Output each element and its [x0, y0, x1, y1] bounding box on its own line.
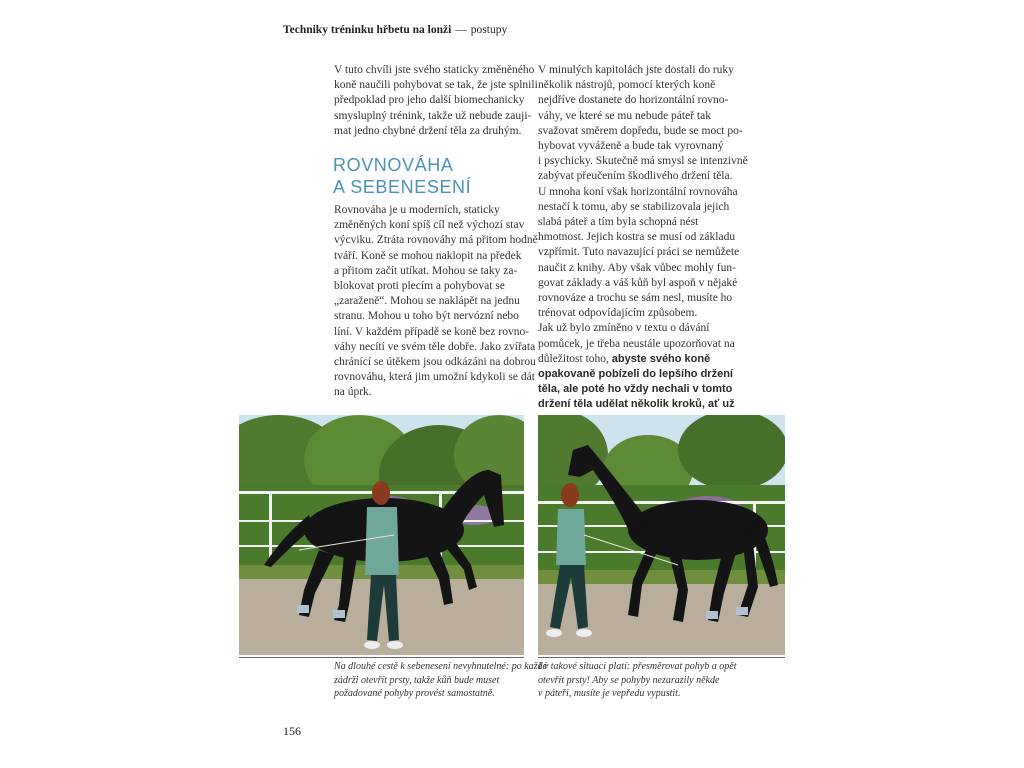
body-left-line: a přitom začít utíkat. Mohou se taky za-	[334, 264, 518, 277]
body-right-line: zabývat přeučením škodlivého držení těla.	[538, 170, 733, 183]
intro-line: V tuto chvíli jste svého staticky změněného	[334, 64, 535, 76]
emphasis-line: těla, ale poté ho vždy nechali v tomto	[538, 383, 733, 396]
caption-line: požadované pohyby provést samostatně.	[334, 688, 495, 700]
intro-line: předpoklad pro jeho další biomechanicky	[334, 94, 525, 107]
body-right-line: V minulých kapitolách jste dostali do ruky	[538, 64, 734, 76]
body-right-line: naučit z knihy. Aby však vůbec mohly fun-	[538, 261, 736, 274]
body-right-line: pomůcek, je třeba neustále upozorňovat na	[538, 337, 735, 350]
body-right-line: hmotnost. Jejich kostra se musí od základu	[538, 231, 736, 244]
body-right-line: hybovat vyváženě a bude tak vyrovnaný	[538, 140, 724, 153]
body-left-line: Rovnováha je u moderních, staticky	[334, 204, 500, 216]
running-head-separator: —	[455, 24, 467, 36]
body-right-line: trénovat odpovídajícím způsobem.	[538, 307, 698, 320]
body-right-line: U mnoha koní však horizontální rovnováha	[538, 185, 738, 198]
intro-line: mat jedno chybné držení těla za druhým.	[334, 124, 522, 137]
photo-horse-lunging-right	[538, 415, 785, 655]
body-right-line: několik nástrojů, pomocí kterých koně	[538, 79, 716, 92]
photo-horse-lunging-left	[239, 415, 524, 655]
section-heading-line: A SEBENESENÍ	[333, 177, 472, 197]
caption-line: v páteři, musíte je vepředu vypustit.	[538, 688, 681, 700]
running-head	[283, 24, 507, 36]
caption-line: Na dlouhé cestě k sebenesení nevyhnutelné: po každé	[334, 661, 547, 672]
body-left-line: tváří. Koně se mohou naklopit na předek	[334, 249, 522, 262]
body-right-line: govat základy a váš kůň byl aspoň v nějaké	[538, 276, 738, 289]
body-right-line: slabá páteř a tím byla schopná nést	[538, 216, 699, 229]
section-heading	[333, 154, 471, 198]
section-heading-line: ROVNOVÁHA	[333, 155, 454, 175]
body-left-line: líní. V každém případě se koně bez rovno-	[334, 325, 530, 338]
body-left-line: blokovat proti plecím a pohybovat se	[334, 280, 505, 293]
body-right-line: rovnováze a trochu se sám nesl, musíte ho	[538, 292, 733, 305]
caption-line: I v takové situaci platí: přesměrovat pohyb a opět	[538, 661, 737, 672]
body-left-line: váhy necítí ve svém těle dobře. Jako zvířata	[334, 340, 536, 353]
body-left-paragraph	[334, 203, 538, 401]
running-head-section: postupy	[470, 24, 508, 36]
running-head-title: Techniky tréninku hřbetu na lonži	[283, 24, 452, 36]
emphasis-line: opakovaně pobízeli do lepšího držení	[538, 368, 733, 381]
photo-divider-left	[239, 657, 524, 658]
body-right-line: nejdříve dostanete do horizontální rovno-	[538, 94, 729, 107]
body-right-line: vzpřímit. Tuto navazující práci se nemůžete	[538, 246, 740, 259]
body-right-line: Jak už bylo zmíněno v textu o dávání	[538, 322, 710, 335]
body-right-line: nestačí k tomu, aby se stabilizovala jejich	[538, 200, 730, 213]
emphasis-line: držení těla udělat několik kroků, ať už	[538, 398, 735, 411]
body-right-mixed-line	[538, 352, 748, 367]
intro-line: smysluplný trénink, takže už nebude zauji-	[334, 109, 532, 122]
body-left-line: výcviku. Ztráta rovnováhy má přitom hodně	[334, 234, 538, 247]
body-right-line: i psychicky. Skutečně má smysl se intenzivně	[538, 155, 748, 168]
body-right-paragraph	[538, 63, 748, 413]
body-left-line: „zaraženě“. Mohou se naklápět na jednu	[334, 295, 520, 308]
body-right-plain-text: důležitost toho,	[538, 352, 612, 365]
caption-line: otevřít prsty! Aby se pohyby nezarazily někde	[538, 674, 720, 686]
intro-line: koně naučili pohybovat se tak, že jste splnili	[334, 79, 538, 92]
intro-paragraph	[334, 63, 538, 139]
body-left-line: změněných koní spíš cíl než výchozí stav	[334, 219, 525, 232]
photo-caption-right	[538, 660, 736, 701]
emphasis-text: abyste svého koně	[611, 352, 711, 365]
body-right-line: váhy, ve které se mu nebude páteř tak	[538, 109, 711, 122]
photo-caption-left	[334, 660, 547, 701]
body-left-line: na úprk.	[334, 386, 372, 399]
body-left-line: rovnováhu, která jim umožní kdykoli se dát	[334, 371, 535, 384]
body-left-line: stranu. Mohou u toho být nervózní nebo	[334, 310, 519, 323]
page-number: 156	[283, 724, 301, 738]
body-right-line: svažovat směrem dopředu, bude se moct po-	[538, 124, 743, 137]
photo-divider-right	[538, 657, 785, 658]
caption-line: zádrži otevřít prsty, takže kůň bude muset	[334, 674, 500, 686]
body-left-line: chránící se útěkem jsou odkázáni na dobrou	[334, 356, 536, 369]
